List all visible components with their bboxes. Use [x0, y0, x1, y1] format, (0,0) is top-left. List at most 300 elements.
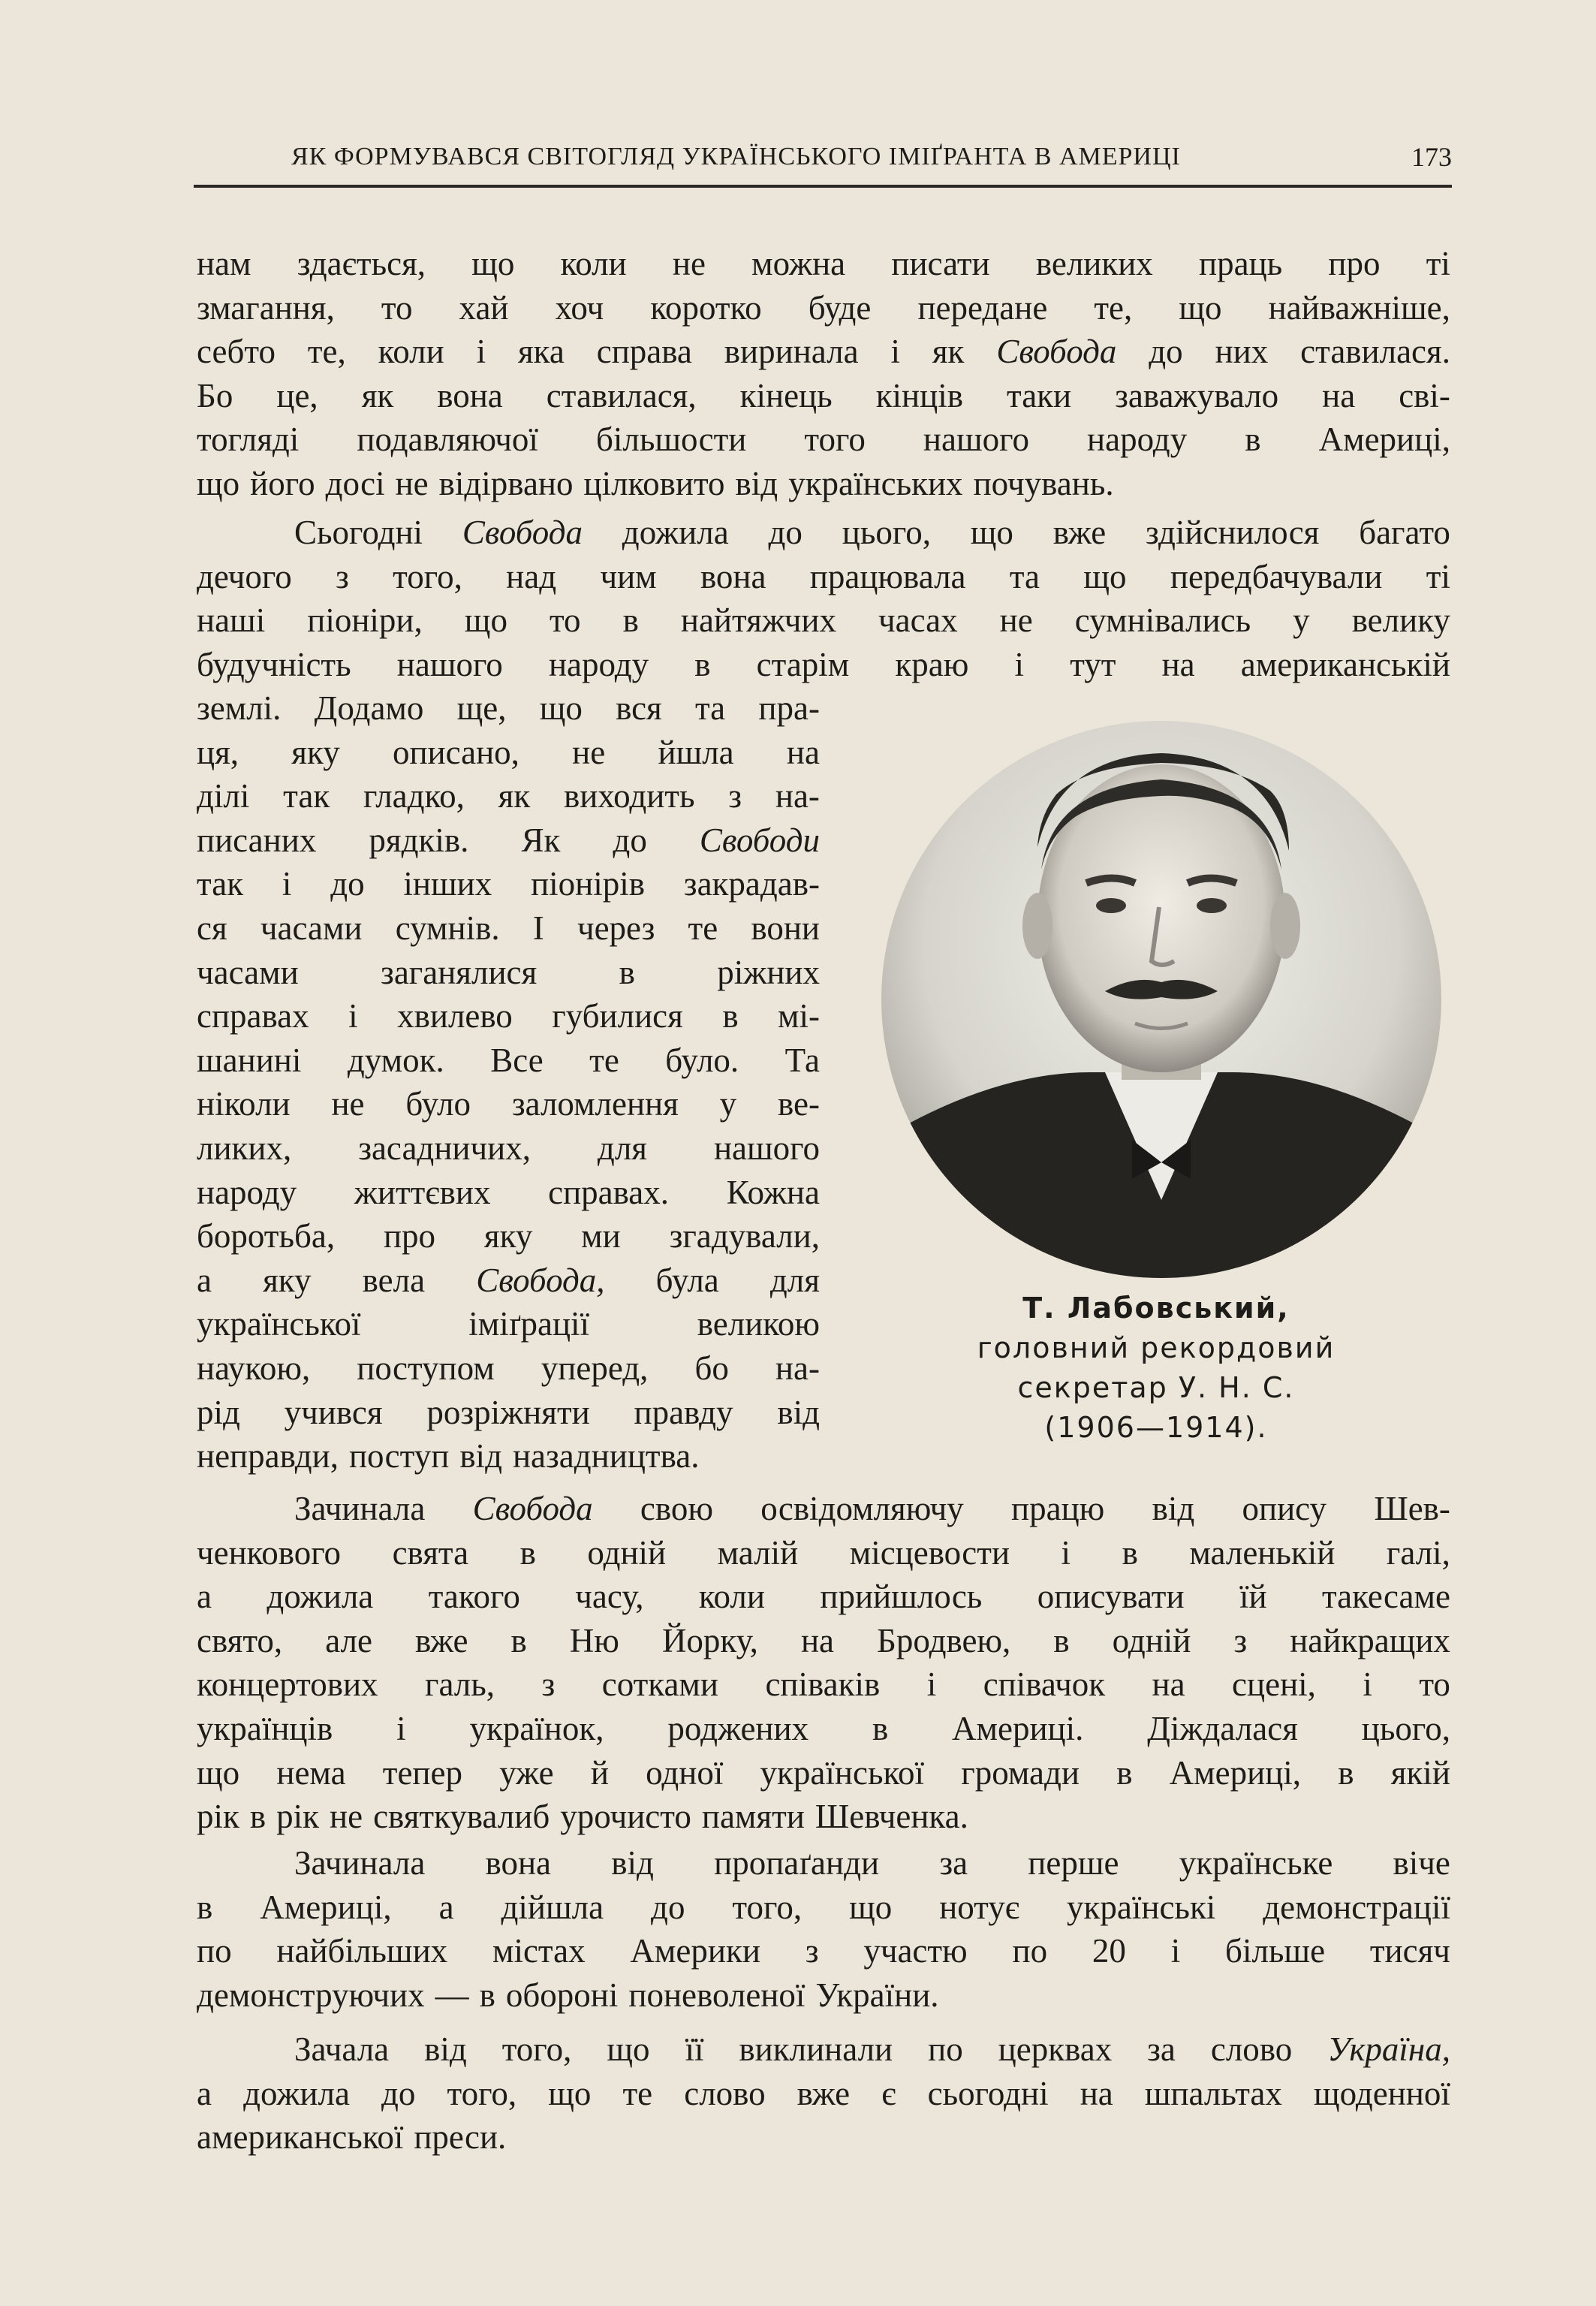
word: хай	[459, 288, 509, 327]
word: сумнівались	[1074, 601, 1251, 640]
word: велику	[1351, 601, 1450, 640]
word: в	[872, 1709, 889, 1747]
text-line	[197, 1531, 1450, 1575]
word: обороні	[505, 1976, 619, 2014]
word: є	[881, 2074, 896, 2112]
word: яка	[517, 333, 565, 371]
word: більшости	[595, 421, 747, 459]
word: Свобода	[462, 514, 583, 551]
word: на	[1161, 645, 1195, 683]
word: вони	[751, 909, 820, 947]
word: галі,	[1386, 1533, 1450, 1572]
paragraph-1	[197, 242, 1450, 506]
word: було	[405, 1085, 471, 1123]
caption-years: (1906—1914).	[1044, 1411, 1268, 1444]
text-line	[197, 1885, 1450, 1930]
word: нашого	[396, 645, 503, 683]
word: йшла	[658, 733, 734, 771]
word: у	[719, 1085, 737, 1123]
word: найважніше,	[1268, 288, 1450, 327]
word: свято,	[197, 1621, 283, 1659]
word: до	[768, 514, 803, 551]
word: над	[506, 557, 557, 595]
word: прийшлось	[820, 1578, 983, 1616]
word: не	[395, 464, 429, 502]
word: в	[519, 1533, 536, 1572]
word: уперед,	[541, 1349, 649, 1387]
word: і	[282, 865, 292, 903]
word: що	[548, 2074, 592, 2112]
word: справах.	[548, 1173, 670, 1211]
word: думок.	[347, 1041, 444, 1079]
word: опису	[1242, 1490, 1327, 1527]
text-line	[197, 1302, 820, 1346]
word: Все	[490, 1041, 544, 1079]
word: від	[735, 464, 778, 502]
word: такесаме	[1321, 1578, 1450, 1616]
word: через	[577, 909, 655, 947]
word: подавляючої	[357, 421, 538, 459]
word: Свободи	[699, 821, 820, 859]
word: американській	[1240, 645, 1450, 683]
word: преси.	[414, 2118, 507, 2157]
word: гладко,	[363, 777, 465, 815]
word: коли	[560, 245, 627, 282]
word: вже	[796, 2074, 851, 2112]
word: наші	[197, 601, 266, 640]
word: до	[613, 821, 647, 859]
word: якій	[1390, 1753, 1450, 1792]
paragraph-4	[197, 1841, 1450, 2017]
word: тепер	[382, 1753, 462, 1792]
word: заганялися	[381, 953, 538, 991]
word: учився	[284, 1393, 383, 1431]
word: Зачинала	[294, 1490, 426, 1527]
word: американської	[197, 2118, 404, 2157]
word: не	[999, 601, 1033, 640]
word: сьогодні	[927, 2074, 1049, 2112]
word: писаних	[197, 821, 317, 859]
word: свою	[640, 1490, 713, 1527]
word: згадували,	[669, 1217, 820, 1255]
word: Сьогодні	[294, 514, 423, 551]
word: народу	[1087, 421, 1188, 459]
text-line	[197, 643, 1450, 687]
word: 20	[1092, 1932, 1126, 1970]
word: в	[249, 1798, 267, 1836]
text-line	[197, 951, 820, 995]
word: Шев-	[1374, 1490, 1450, 1527]
text-line	[197, 1619, 1450, 1663]
word: розріжняти	[426, 1393, 590, 1431]
word: описувати	[1037, 1578, 1185, 1616]
text-line	[197, 330, 1450, 374]
word: них	[1215, 333, 1269, 371]
word: іміґрації	[468, 1305, 590, 1343]
word: рядків.	[369, 821, 469, 859]
word: до	[381, 2074, 416, 2112]
word: роджених	[667, 1709, 809, 1747]
word: так	[283, 777, 330, 815]
word: виходить	[564, 777, 695, 815]
word: демонстрації	[1263, 1888, 1450, 1926]
word: у	[1293, 601, 1310, 640]
word: в	[694, 645, 711, 683]
text-line	[197, 286, 1450, 330]
word: уже	[499, 1753, 554, 1792]
word: пра-	[758, 689, 820, 727]
word: що	[970, 514, 1013, 551]
word: передбачували	[1170, 557, 1383, 595]
running-title: ЯК ФОРМУВАВСЯ СВІТОГЛЯД УКРАЇНСЬКОГО ІМІҐРАНТА В АМЕРИЦІ	[291, 143, 1181, 170]
word: ті	[1426, 245, 1450, 282]
word: найбільших	[276, 1932, 448, 1970]
word: тогляді	[197, 421, 300, 459]
word: від	[777, 1393, 820, 1431]
word: народу	[197, 1173, 297, 1211]
word: що	[197, 1753, 240, 1792]
word: передане	[917, 288, 1048, 327]
word: те	[589, 1041, 619, 1079]
word: участю	[863, 1932, 968, 1970]
word: від	[611, 1844, 654, 1882]
word: такого	[428, 1578, 520, 1616]
running-header	[194, 135, 1452, 188]
word: так	[197, 865, 244, 903]
word: заломлення	[511, 1085, 679, 1123]
word: на-	[775, 1349, 820, 1387]
text-line	[197, 1662, 1450, 1707]
word: вела	[362, 1261, 426, 1299]
word: його	[250, 464, 315, 502]
word: інших	[403, 865, 492, 903]
word: віче	[1393, 1844, 1450, 1882]
word: на	[1080, 2074, 1113, 2112]
text-line	[197, 1082, 820, 1126]
word: то	[1419, 1665, 1450, 1704]
word: одної	[646, 1753, 724, 1792]
word: великих	[1035, 245, 1153, 282]
word: ті	[1426, 557, 1450, 595]
word: що	[1179, 288, 1222, 327]
word: Шевченка.	[815, 1798, 968, 1836]
word: що	[849, 1888, 893, 1926]
text-line	[197, 511, 1450, 555]
word: співачок	[983, 1665, 1106, 1704]
word: українські	[1067, 1888, 1216, 1926]
word: в	[619, 953, 635, 991]
word: здається,	[297, 245, 426, 282]
text-line	[197, 774, 820, 818]
word: як	[932, 333, 965, 371]
word: яку	[291, 733, 340, 771]
word: святкувалиб	[373, 1798, 550, 1836]
word: здійснилося	[1146, 514, 1320, 551]
text-line	[197, 417, 1450, 462]
word: а	[197, 2074, 212, 2112]
word: життєвих	[354, 1173, 491, 1211]
word: ставилася.	[1300, 333, 1450, 371]
word: й	[590, 1753, 609, 1792]
word: цього,	[842, 514, 931, 551]
word: багато	[1359, 514, 1450, 551]
text-line	[197, 598, 1450, 643]
word: нема	[276, 1753, 346, 1792]
word: памяти	[701, 1798, 805, 1836]
word: сотками	[601, 1665, 718, 1704]
word: чим	[600, 557, 657, 595]
word: демонструючих	[197, 1976, 425, 2014]
text-line	[197, 862, 820, 906]
word: дійшла	[501, 1888, 604, 1926]
word: їй	[1239, 1578, 1267, 1616]
word: те	[622, 2074, 653, 2112]
word: писати	[891, 245, 990, 282]
word: українських	[788, 464, 963, 502]
word: поступом	[357, 1349, 495, 1387]
text-line	[197, 1575, 1450, 1619]
word: відірвано	[438, 464, 574, 502]
word: засадничих,	[358, 1129, 531, 1167]
text-line	[197, 2027, 1450, 2072]
word: не	[672, 245, 706, 282]
text-line	[197, 1841, 1450, 1885]
word: коли	[378, 333, 444, 371]
word: можна	[751, 245, 846, 282]
portrait-photo	[880, 719, 1443, 1280]
word: що	[197, 464, 240, 502]
text-line	[197, 2115, 1450, 2160]
word: ликих,	[197, 1129, 292, 1167]
word: Ню	[569, 1621, 619, 1659]
word: ще,	[456, 689, 507, 727]
word: і	[476, 333, 486, 371]
word: на	[1152, 1665, 1185, 1704]
word: найтяжчих	[680, 601, 836, 640]
word: в	[197, 1888, 213, 1926]
word: по	[197, 1932, 232, 1970]
word: то	[549, 601, 581, 640]
word: але	[325, 1621, 372, 1659]
word: на	[800, 1621, 834, 1659]
word: це,	[276, 376, 318, 414]
word: дожила	[267, 1578, 374, 1616]
word: Америці,	[260, 1888, 392, 1926]
text-line	[197, 1126, 820, 1171]
word: церквах	[998, 2030, 1113, 2068]
word: часами	[260, 909, 363, 947]
word: за	[939, 1844, 968, 1882]
word: виринала	[724, 333, 859, 371]
word: в	[510, 1621, 527, 1659]
word: про	[383, 1217, 436, 1255]
word: ми	[581, 1217, 621, 1255]
word: нашого	[713, 1129, 820, 1167]
word: губилися	[552, 997, 683, 1035]
word: те,	[307, 333, 346, 371]
text-line	[197, 1346, 820, 1391]
word: освідомляючу	[760, 1490, 964, 1527]
word: яку	[263, 1261, 312, 1299]
word: виклинали	[739, 2030, 893, 2068]
word: з	[541, 1665, 556, 1704]
word: нам	[197, 245, 251, 282]
word: по	[1012, 1932, 1048, 1970]
word: себто	[197, 333, 276, 371]
word: та	[694, 689, 726, 727]
word: Додамо	[314, 689, 424, 727]
word: що	[539, 689, 583, 727]
word: описано,	[392, 733, 519, 771]
word: що	[1083, 557, 1127, 595]
caption-org: секретар У. Н. С.	[1017, 1371, 1295, 1404]
word: а	[438, 1888, 454, 1926]
word: дожила	[622, 514, 729, 551]
word: старім	[756, 645, 850, 683]
word: урочисто	[560, 1798, 691, 1836]
word: закрадав-	[683, 865, 820, 903]
text-line	[197, 686, 820, 731]
text-line	[197, 1038, 820, 1083]
text-line	[197, 1973, 1450, 2018]
word: щоденної	[1313, 2074, 1450, 2112]
word: правду	[634, 1393, 733, 1431]
word: Діждалася	[1147, 1709, 1298, 1747]
text-line	[197, 1214, 820, 1259]
word: великою	[697, 1305, 820, 1343]
word: вона	[485, 1844, 552, 1882]
word: мі-	[778, 997, 820, 1035]
word: часу,	[575, 1578, 644, 1616]
word: —	[435, 1976, 469, 2014]
word: того	[804, 421, 866, 459]
text-line	[197, 994, 820, 1038]
word: коротко	[650, 288, 762, 327]
word: заважувало	[1115, 376, 1279, 414]
word: для	[597, 1129, 647, 1167]
word: слово	[684, 2074, 766, 2112]
caption-role: головний рекордовий	[977, 1331, 1336, 1364]
text-line	[197, 1795, 1450, 1839]
word: громади	[961, 1753, 1080, 1792]
word: коли	[698, 1578, 765, 1616]
word: того,	[732, 1888, 803, 1926]
word: дожила	[243, 2074, 350, 2112]
word: про	[1328, 245, 1381, 282]
word: маленькій	[1189, 1533, 1336, 1572]
word: піоніри,	[307, 601, 423, 640]
word: землі.	[197, 689, 282, 727]
word: кінець	[739, 376, 833, 414]
word: на-	[775, 777, 820, 815]
word: від	[459, 1437, 502, 1476]
paragraph-2	[197, 511, 1450, 686]
word: для	[769, 1261, 820, 1299]
word: в	[1122, 1533, 1138, 1572]
word: Зачала	[294, 2030, 390, 2068]
text-line	[197, 555, 1450, 599]
text-line	[197, 1929, 1450, 1973]
word: ця,	[197, 733, 239, 771]
word: шпальтах	[1144, 2074, 1282, 2112]
portrait-image	[880, 719, 1443, 1280]
word: найкращих	[1290, 1621, 1450, 1659]
word: по	[928, 2030, 963, 2068]
word: від	[424, 2030, 467, 2068]
word: з	[1233, 1621, 1248, 1659]
word: до	[330, 865, 365, 903]
word: цілковито	[583, 464, 725, 502]
text-line	[197, 1171, 820, 1215]
word: цього,	[1361, 1709, 1450, 1747]
word: від	[1152, 1490, 1195, 1527]
word: Америки	[630, 1932, 760, 1970]
word: те,	[1094, 288, 1133, 327]
word: ставилася,	[546, 376, 697, 414]
word: ріжних	[717, 953, 820, 991]
word: рік	[276, 1798, 319, 1836]
word: та	[1009, 557, 1040, 595]
word: таки	[1006, 376, 1072, 414]
word: кінців	[875, 376, 963, 414]
word: праць	[1199, 245, 1283, 282]
word: не	[572, 733, 606, 771]
word: будучність	[197, 645, 351, 683]
word: нотує	[939, 1888, 1020, 1926]
word: Бродвею,	[877, 1621, 1011, 1659]
word: часах	[878, 601, 958, 640]
word: і	[1363, 1665, 1372, 1704]
word: назадництва.	[512, 1437, 700, 1476]
word: Америці,	[1169, 1753, 1302, 1792]
text-line	[197, 1391, 820, 1435]
word: і	[396, 1709, 406, 1747]
word: вже	[1052, 514, 1107, 551]
word: в	[1053, 1621, 1070, 1659]
word: ділі	[197, 777, 250, 815]
word: що	[471, 245, 515, 282]
word: не	[330, 1798, 363, 1836]
word: сві-	[1399, 376, 1450, 414]
word: часами	[197, 953, 299, 991]
word: слово	[1210, 2030, 1293, 2068]
word: Та	[784, 1041, 820, 1079]
word: Бо	[197, 376, 233, 414]
word: з	[336, 557, 349, 595]
word: як	[498, 777, 531, 815]
word: вона	[700, 557, 766, 595]
text-line	[197, 374, 1450, 418]
word: справах	[197, 997, 309, 1035]
word: вона	[437, 376, 503, 414]
word: працювала	[809, 557, 966, 595]
word: України.	[815, 1976, 939, 2014]
text-line	[197, 1434, 820, 1479]
word: рік	[197, 1798, 239, 1836]
word: малій	[717, 1533, 799, 1572]
word: поневоленої	[628, 1976, 806, 2014]
word: боротьба,	[197, 1217, 336, 1255]
word: галь,	[424, 1665, 495, 1704]
word: української	[197, 1305, 361, 1343]
word: в	[479, 1976, 495, 2014]
word: і	[348, 997, 358, 1035]
word: і	[926, 1665, 937, 1704]
word: одній	[587, 1533, 667, 1572]
word: Як	[521, 821, 561, 859]
word: того,	[501, 2030, 572, 2068]
word: почувань.	[973, 464, 1114, 502]
